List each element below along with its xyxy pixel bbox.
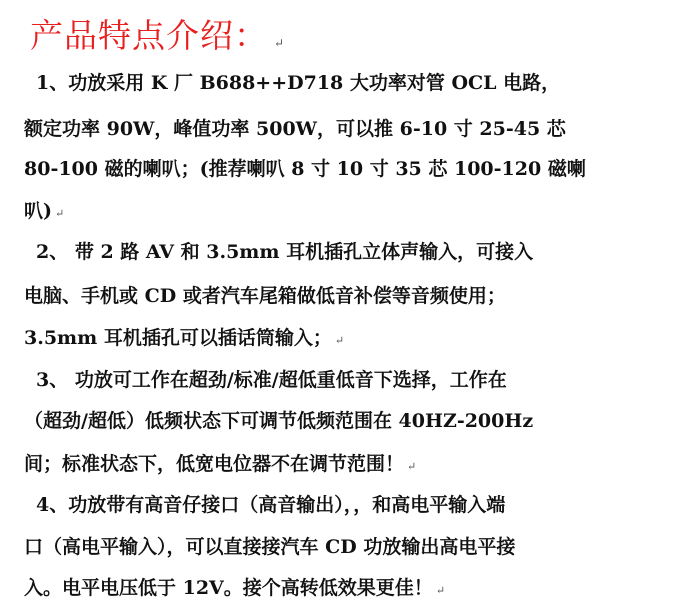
text-line: 4、功放带有高音仔接口（高音输出），，和高电平输入端 bbox=[36, 494, 506, 516]
text-line: 叭) ↵ bbox=[24, 200, 65, 222]
page-title-text: 产品特点介绍： bbox=[30, 16, 268, 55]
text-line: 1、功放采用 K 厂 B688++D718 大功率对管 OCL 电路， bbox=[36, 72, 561, 94]
text-line: 电脑、手机或 CD 或者汽车尾箱做低音补偿等音频使用； bbox=[24, 285, 506, 307]
text-line: 3、 功放可工作在超劲/标准/超低重低音下选择，工作在 bbox=[36, 369, 507, 391]
text-line: 入。电平电压低于 12V。接个高转低效果更佳！ ↵ bbox=[24, 577, 446, 599]
page-title bbox=[30, 14, 285, 65]
paragraph-mark-icon: ↵ bbox=[334, 334, 345, 347]
paragraph-mark-icon: ↵ bbox=[274, 36, 286, 50]
text-line: 额定功率 90W，峰值功率 500W，可以推 6-10 寸 25-45 芯 bbox=[24, 118, 566, 140]
text-line: （超劲/超低）低频状态下可调节低频范围在 40HZ-200Hz bbox=[24, 410, 534, 432]
text-line: 3.5mm 耳机插孔可以插话筒输入； ↵ bbox=[24, 327, 345, 349]
text-line: 口（高电平输入），可以直接接汽车 CD 功放输出高电平接 bbox=[24, 536, 516, 558]
text-line: 2、 带 2 路 AV 和 3.5mm 耳机插孔立体声输入，可接入 bbox=[36, 241, 534, 263]
paragraph-mark-icon: ↵ bbox=[407, 460, 417, 473]
text-line: 间；标准状态下，低宽电位器不在调节范围！ ↵ bbox=[24, 453, 417, 475]
paragraph-mark-icon: ↵ bbox=[55, 207, 65, 220]
text-line: 80-100 磁的喇叭；(推荐喇叭 8 寸 10 寸 35 芯 100-120 磁喇 bbox=[24, 158, 586, 180]
paragraph-mark-icon: ↵ bbox=[435, 584, 446, 597]
